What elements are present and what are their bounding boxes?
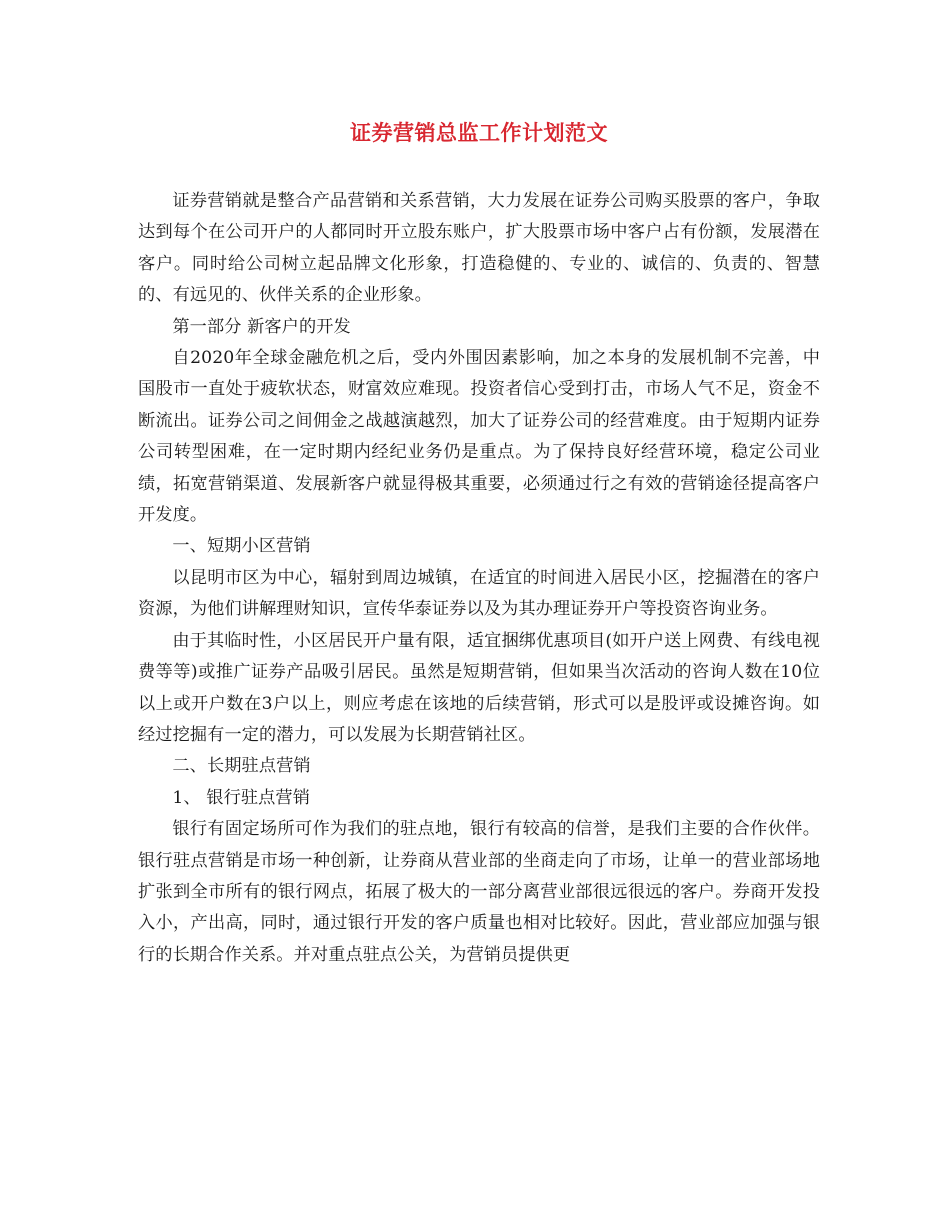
document-title: 证券营销总监工作计划范文 bbox=[350, 120, 608, 145]
paragraph-short-term-scope: 以昆明市区为中心，辐射到周边城镇，在适宜的时间进入居民小区，挖掘潜在的客户资源，为他们讲解理财知识，宣传华泰证券以及为其办理证券开户等投资咨询业务。 bbox=[138, 567, 820, 620]
subsection-heading-long-term: 二、长期驻点营销 bbox=[172, 756, 311, 777]
subsection-heading-short-term: 一、短期小区营销 bbox=[172, 536, 311, 557]
paragraph-short-term-details: 由于其临时性，小区居民开户量有限，适宜捆绑优惠项目(如开户送上网费、有线电视费等等)或推广证券产品吸引居民。虽然是短期营销，但如果当次活动的咨询人数在10位以上或开户数在3户以上，则应考虑在该地的后续营销，形式可以是股评或设摊咨询。如经过挖掘有一定的潜力，可以发展为长期营销社区。 bbox=[138, 630, 820, 745]
item-heading-bank: 1、 银行驻点营销 bbox=[172, 787, 311, 808]
document-body bbox=[138, 186, 820, 971]
section-heading-part-one: 第一部分 新客户的开发 bbox=[172, 316, 351, 337]
paragraph-background: 自2020年全球金融危机之后，受内外围因素影响，加之本身的发展机制不完善，中国股市一直处于疲软状态，财富效应难现。投资者信心受到打击，市场人气不足，资金不断流出。证券公司之间佣金之战越演越烈，加大了证券公司的经营难度。由于短期内证券公司转型困难，在一定时期内经纪业务仍是重点。为了保持良好经营环境，稳定公司业绩，拓宽营销渠道、发展新客户就显得极其重要，必须通过行之有效的营销途径提高客户开发度。 bbox=[138, 348, 820, 526]
paragraph-intro: 证券营销就是整合产品营销和关系营销，大力发展在证券公司购买股票的客户，争取达到每个在公司开户的人都同时开立股东账户，扩大股票市场中客户占有份额，发展潜在客户。同时给公司树立起品牌文化形象，打造稳健的、专业的、诚信的、负责的、智慧的、有远见的、伙伴关系的企业形象。 bbox=[138, 191, 820, 306]
paragraph-bank-marketing: 银行有固定场所可作为我们的驻点地，银行有较高的信誉，是我们主要的合作伙伴。银行驻点营销是市场一种创新，让券商从营业部的坐商走向了市场，让单一的营业部场地扩张到全市所有的银行网点，拓展了极大的一部分离营业部很远很远的客户。券商开发投入小，产出高，同时，通过银行开发的客户质量也相对比较好。因此，营业部应加强与银行的长期合作关系。并对重点驻点公关，为营销员提供更 bbox=[138, 819, 820, 965]
